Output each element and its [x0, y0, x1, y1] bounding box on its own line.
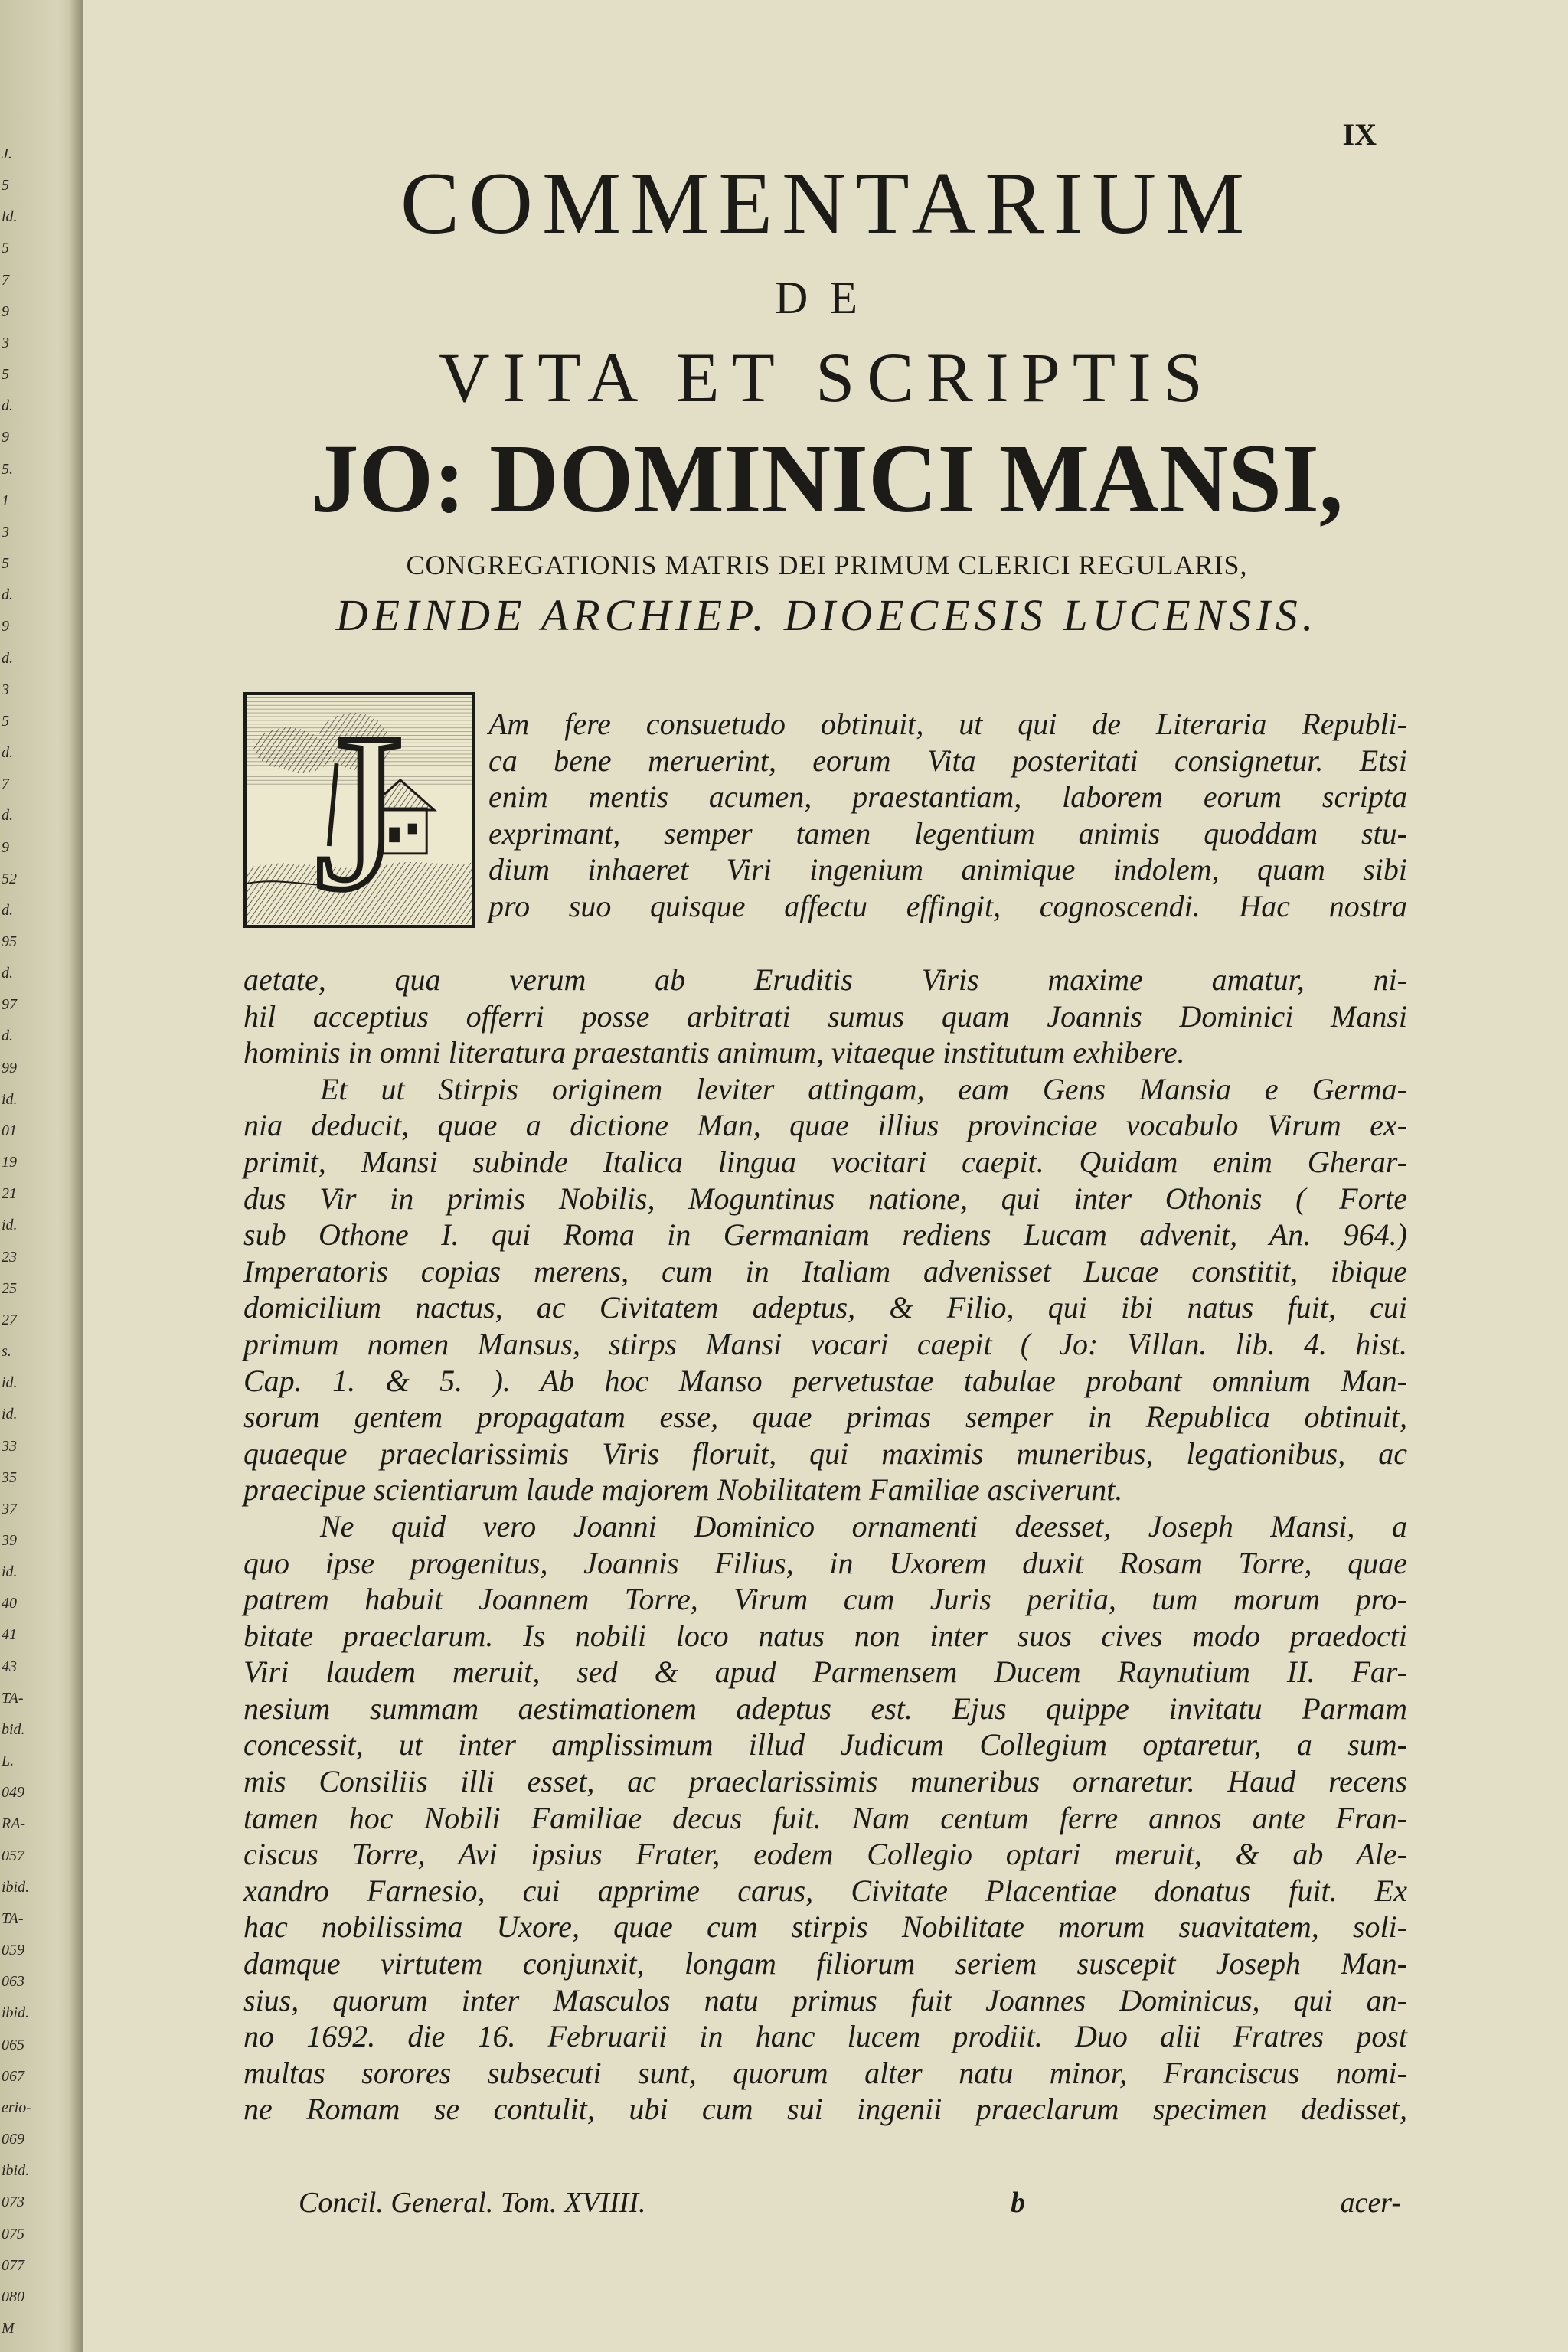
- margin-fragment: d.: [2, 397, 13, 415]
- margin-fragment: 9: [2, 838, 9, 856]
- margin-fragment: 080: [2, 2288, 24, 2305]
- margin-fragment: 99: [2, 1059, 17, 1076]
- text-line: quo ipse progenitus, Joannis Filius, in Uxorem duxit Rosam Torre, quae: [243, 1545, 1407, 1580]
- margin-fragment: 5.: [2, 460, 13, 478]
- margin-fragment: erio-: [2, 2099, 31, 2116]
- margin-fragment: id.: [2, 1090, 18, 1108]
- margin-fragment: 049: [2, 1784, 24, 1802]
- margin-fragment: 1: [2, 492, 9, 509]
- text-line: primum nomen Mansus, stirps Mansi vocari caepit ( Jo: Villan. lib. 4. hist.: [243, 1326, 1407, 1361]
- margin-fragment: 5: [2, 177, 9, 194]
- margin-fragment: 067: [2, 2067, 24, 2085]
- text-line: ciscus Torre, Avi ipsius Frater, eodem Collegio optari meruit, & ab Ale-: [243, 1837, 1407, 1872]
- margin-fragment: 5: [2, 366, 9, 384]
- margin-fragment: 37: [2, 1500, 17, 1517]
- text-line: domicilium nactus, ac Civitatem adeptus, & Filio, qui ibi natus fuit, cui: [243, 1290, 1407, 1325]
- main-body-text: [243, 962, 1407, 2128]
- woodcut-landscape-icon: [247, 695, 472, 925]
- margin-fragment: 075: [2, 2225, 24, 2243]
- margin-fragment: 5: [2, 555, 9, 573]
- margin-fragment: 35: [2, 1468, 17, 1486]
- margin-fragment: 065: [2, 2036, 24, 2053]
- margin-fragment: id.: [2, 1563, 18, 1581]
- margin-fragment: d.: [2, 965, 13, 982]
- text-line: exprimant, semper tamen legentium animis quoddam stu-: [488, 815, 1407, 851]
- text-line: tamen hoc Nobili Familiae decus fuit. Nam centum ferre annos ante Fran-: [243, 1800, 1407, 1835]
- margin-fragment: 7: [2, 271, 9, 289]
- margin-fragment: 3: [2, 523, 9, 541]
- margin-fragment: 43: [2, 1658, 17, 1675]
- text-line: mis Consiliis illi esset, ac praeclarissimis muneribus ornaretur. Haud recens: [243, 1764, 1407, 1799]
- text-line: Viri laudem meruit, sed & apud Parmensem Ducem Raynutium II. Far-: [243, 1655, 1407, 1690]
- text-line: Am fere consuetudo obtinuit, ut qui de Literaria Republi-: [488, 707, 1407, 741]
- margin-fragment: 9: [2, 618, 9, 635]
- text-line: praecipue scientiarum laude majorem Nobilitatem Familiae asciverunt.: [243, 1472, 1123, 1508]
- margin-fragment: 40: [2, 1595, 17, 1612]
- footer-signature: b: [1011, 2187, 1025, 2219]
- margin-fragment: 3: [2, 334, 9, 351]
- margin-fragment: 077: [2, 2256, 24, 2274]
- margin-fragment: d.: [2, 744, 13, 762]
- text-line: ca bene meruerint, eorum Vita posteritati consignetur. Etsi: [488, 743, 1407, 778]
- margin-fragment: 27: [2, 1311, 17, 1328]
- text-line: quaeque praeclarissimis Viris floruit, qui maximis muneribus, legationibus, ac: [243, 1436, 1407, 1471]
- footer-catchword: acer-: [1340, 2187, 1401, 2219]
- text-line: nia deducit, quae a dictione Man, quae illius provinciae vocabulo Virum ex-: [243, 1108, 1407, 1143]
- text-line: hil acceptius offerri posse arbitrati sumus quam Joannis Dominici Mansi: [243, 998, 1407, 1034]
- margin-fragment: ld.: [2, 208, 18, 226]
- text-line: dium inhaeret Viri ingenium animique indolem, quam sibi: [488, 852, 1407, 887]
- margin-fragment: id.: [2, 1406, 18, 1423]
- margin-fragment: d.: [2, 649, 13, 667]
- margin-fragment: 7: [2, 776, 9, 793]
- text-line: Cap. 1. & 5. ). Ab hoc Manso pervetustae tabulae probant omnium Man-: [243, 1363, 1407, 1398]
- text-line: enim mentis acumen, praestantiam, laborem eorum scripta: [488, 779, 1407, 815]
- page-number: IX: [1342, 117, 1377, 152]
- opening-paragraph: [488, 706, 1407, 925]
- margin-fragment: L.: [2, 1753, 15, 1770]
- text-line: patrem habuit Joannem Torre, Virum cum Juris peritia, tum morum pro-: [243, 1582, 1407, 1617]
- margin-fragment: d.: [2, 1027, 13, 1045]
- svg-text:J: J: [315, 695, 403, 925]
- margin-fragment: 33: [2, 1437, 17, 1455]
- text-line: primit, Mansi subinde Italica lingua vocitari caepit. Quidam enim Gherar-: [243, 1144, 1407, 1179]
- adjacent-page-margin: [0, 0, 83, 2352]
- spine-shadow: [69, 0, 83, 2352]
- margin-fragment: 9: [2, 302, 9, 320]
- text-line: sius, quorum inter Masculos natu primus fuit Joannes Dominicus, qui an-: [243, 1982, 1407, 2017]
- decorated-initial-j: [243, 692, 475, 928]
- margin-fragment: 3: [2, 681, 9, 698]
- margin-fragment: 97: [2, 996, 17, 1014]
- margin-fragment: 057: [2, 1847, 24, 1864]
- title-archbishop: DEINDE ARCHIEP. DIOECESIS LUCENSIS.: [335, 590, 1318, 640]
- margin-fragment: 19: [2, 1154, 17, 1171]
- margin-fragment: TA-: [2, 1689, 24, 1707]
- margin-fragment: 9: [2, 429, 9, 446]
- text-line: hominis in omni literatura praestantis animum, vitaeque institutum exhibere.: [243, 1035, 1185, 1070]
- margin-fragment: 059: [2, 1942, 24, 1959]
- text-line: xandro Farnesio, cui apprime carus, Civitate Placentiae donatus fuit. Ex: [243, 1873, 1407, 1908]
- text-line: sorum gentem propagatam esse, quae primas semper in Republica obtinuit,: [243, 1400, 1407, 1435]
- margin-fragment: 01: [2, 1122, 17, 1139]
- text-line: Imperatoris copias merens, cum in Italiam advenisset Lucae constitit, ibique: [243, 1253, 1407, 1289]
- margin-fragment: ibid.: [2, 1878, 30, 1896]
- text-line: damque virtutem conjunxit, longam filiorum seriem suscepit Joseph Man-: [243, 1946, 1407, 1981]
- margin-fragment: d.: [2, 586, 13, 604]
- margin-fragment: 41: [2, 1626, 17, 1644]
- margin-fragment: 52: [2, 870, 17, 887]
- title-commentarium: COMMENTARIUM: [400, 155, 1254, 253]
- margin-fragment: 069: [2, 2131, 24, 2148]
- text-line: dus Vir in primis Nobilis, Moguntinus natione, qui inter Othonis ( Forte: [243, 1181, 1407, 1216]
- text-line: Ne quid vero Joanni Dominico ornamenti deesset, Joseph Mansi, a: [320, 1508, 1407, 1544]
- footer-volume: Concil. General. Tom. XVIIII.: [299, 2187, 646, 2219]
- title-vita-et-scriptis: VITA ET SCRIPTIS: [439, 338, 1215, 416]
- margin-fragment: 5: [2, 712, 9, 730]
- margin-fragment: M: [2, 2320, 15, 2337]
- text-line: nesium summam aestimationem adeptus est. Ejus quippe invitatu Parmam: [243, 1690, 1407, 1726]
- text-line: bitate praeclarum. Is nobili loco natus non inter suos cives modo praedocti: [243, 1618, 1407, 1653]
- margin-fragment: 23: [2, 1248, 17, 1266]
- margin-fragment: 25: [2, 1279, 17, 1297]
- margin-fragment: 073: [2, 2194, 24, 2211]
- text-line: multas sorores subsecuti sunt, quorum alter natu minor, Franciscus nomi-: [243, 2055, 1407, 2090]
- title-author-name: JO: DOMINICI MANSI,: [310, 424, 1344, 533]
- margin-fragment: bid.: [2, 1720, 25, 1738]
- text-line: ne Romam se contulit, ubi cum sui ingenii praeclarum specimen dedisset,: [243, 2092, 1407, 2127]
- margin-fragment: ibid.: [2, 2162, 30, 2180]
- margin-fragment: d.: [2, 807, 13, 825]
- margin-fragment: s.: [2, 1343, 11, 1361]
- text-line: Et ut Stirpis originem leviter attingam, eam Gens Mansia e Germa-: [320, 1071, 1407, 1106]
- title-de: DE: [775, 273, 879, 323]
- margin-fragment: 063: [2, 1973, 24, 1991]
- margin-fragment: id.: [2, 1374, 18, 1392]
- title-congregation: CONGREGATIONIS MATRIS DEI PRIMUM CLERICI REGULARIS,: [406, 550, 1248, 580]
- margin-fragment: id.: [2, 1217, 18, 1234]
- text-line: no 1692. die 16. Februarii in hanc lucem prodiit. Duo alii Fratres post: [243, 2019, 1407, 2054]
- margin-fragment: d.: [2, 901, 13, 919]
- text-line: concessit, ut inter amplissimum illud Judicum Collegium optaretur, a sum-: [243, 1727, 1407, 1762]
- margin-fragment: 95: [2, 933, 17, 950]
- margin-fragment: RA-: [2, 1815, 26, 1833]
- margin-fragment: 21: [2, 1185, 17, 1203]
- margin-fragment: J.: [2, 145, 12, 162]
- text-line: hac nobilissima Uxore, quae cum stirpis Nobilitate morum suavitatem, soli-: [243, 1909, 1407, 1945]
- text-line: sub Othone I. qui Roma in Germaniam rediens Lucam advenit, An. 964.): [243, 1217, 1407, 1253]
- margin-fragment: TA-: [2, 1909, 24, 1927]
- text-line: pro suo quisque affectu effingit, cognoscendi. Hac nostra: [488, 888, 1407, 923]
- text-line: aetate, qua verum ab Eruditis Viris maxime amatur, ni-: [243, 962, 1407, 997]
- margin-fragment: 39: [2, 1532, 17, 1549]
- margin-fragment: ibid.: [2, 2004, 30, 2022]
- margin-fragment: 5: [2, 240, 9, 257]
